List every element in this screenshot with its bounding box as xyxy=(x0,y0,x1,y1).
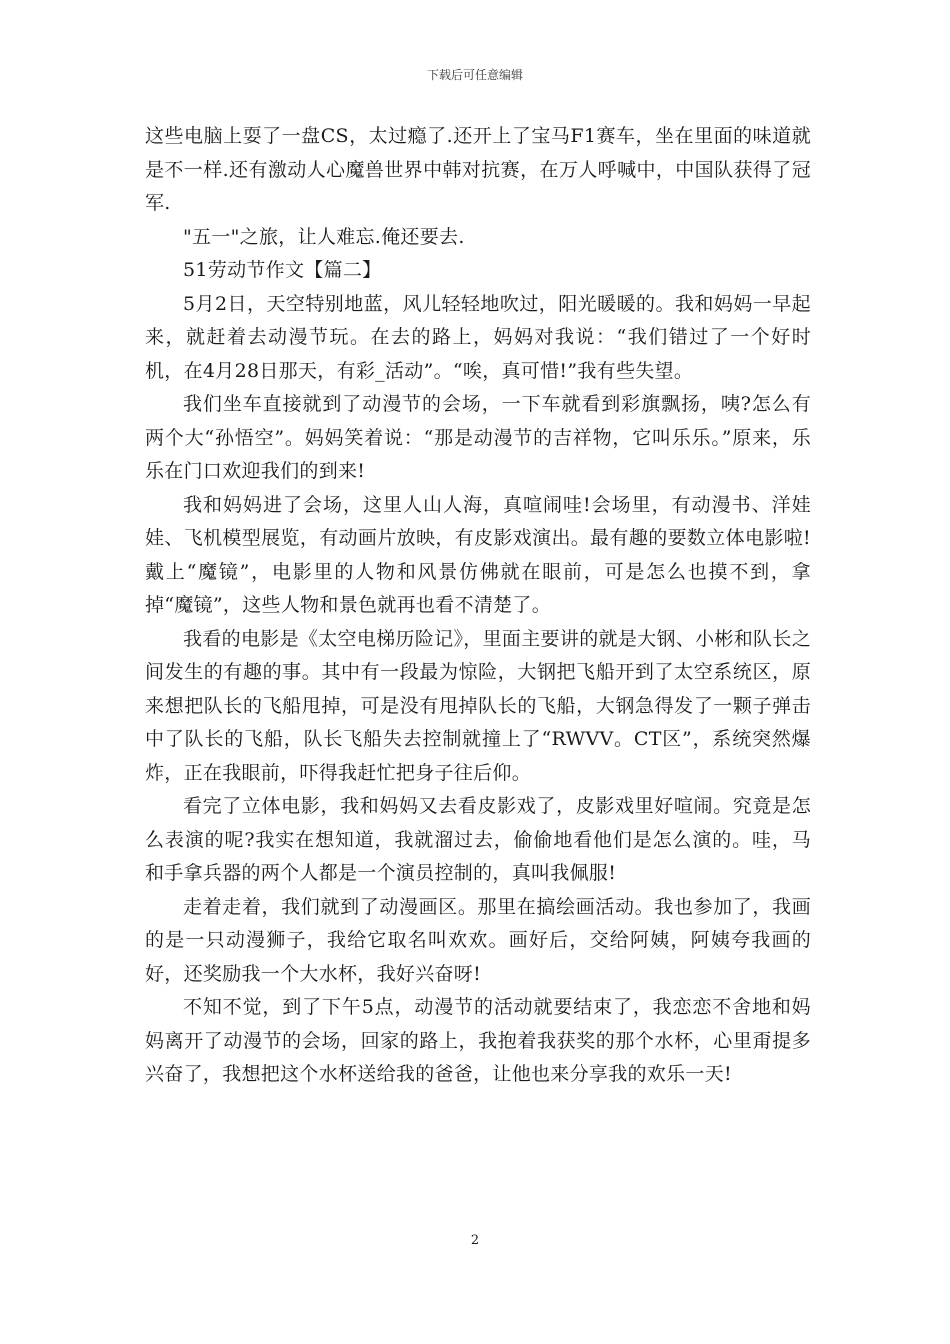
paragraph-10: 不知不觉，到了下午5点，动漫节的活动就要结束了，我恋恋不舍地和妈妈离开了动漫节的会场，回家的路上，我抱着我获奖的那个水杯，心里甭提多兴奋了，我想把这个水杯送给我的爸爸，让他也来分享我的欢乐一天! xyxy=(145,996,811,1085)
paragraph-1: 这些电脑上耍了一盘CS，太过瘾了.还开上了宝马F1赛车，坐在里面的味道就是不一样.还有激动人心魔兽世界中韩对抗赛，在万人呼喊中，中国队获得了冠军. xyxy=(145,125,811,214)
paragraph-6: 我和妈妈进了会场，这里人山人海，真喧闹哇!会场里，有动漫书、洋娃娃、飞机模型展览，有动画片放映，有皮影戏演出。最有趣的要数立体电影啦!戴上“魔镜”，电影里的人物和风景仿佛就在眼前，可是怎么也摸不到，拿掉“魔镜”，这些人物和景色就再也看不清楚了。 xyxy=(145,493,811,616)
page-number: 2 xyxy=(470,1233,480,1248)
page-header: 下载后可任意编辑 xyxy=(426,68,523,82)
paragraph-2: "五一"之旅，让人难忘.俺还要去. xyxy=(183,225,465,248)
document-body xyxy=(145,120,811,1092)
paragraph-9: 走着走着，我们就到了动漫画区。那里在搞绘画活动。我也参加了，我画的是一只动漫狮子，我给它取名叫欢欢。画好后，交给阿姨，阿姨夸我画的好，还奖励我一个大水杯，我好兴奋呀! xyxy=(145,895,811,985)
paragraph-8: 看完了立体电影，我和妈妈又去看皮影戏了，皮影戏里好喧闹。究竟是怎么表演的呢?我实在想知道，我就溜过去，偷偷地看他们是怎么演的。哇，马和手拿兵器的两个人都是一个演员控制的，真叫我佩服! xyxy=(145,795,811,884)
paragraph-7: 我看的电影是《太空电梯历险记》，里面主要讲的就是大钢、小彬和队长之间发生的有趣的事。其中有一段最为惊险，大钢把飞船开到了太空系统区，原来想把队长的飞船甩掉，可是没有甩掉队长的飞船，大钢急得发了一颗子弹击中了队长的飞船，队长飞船失去控制就撞上了“RWVV。CT区”，系统突然爆炸，正在我眼前，吓得我赶忙把身子往后仰。 xyxy=(145,627,811,784)
paragraph-4: 5月2日，天空特别地蓝，风儿轻轻地吹过，阳光暖暖的。我和妈妈一早起来，就赶着去动漫节玩。在去的路上，妈妈对我说：“我们错过了一个好时机，在4月28日那天，有彩_活动”。“唉，真可惜!”我有些失望。 xyxy=(145,292,811,382)
paragraph-5: 我们坐车直接就到了动漫节的会场，一下车就看到彩旗飘扬，咦?怎么有两个大“孙悟空”。妈妈笑着说：“那是动漫节的吉祥物，它叫乐乐。”原来，乐乐在门口欢迎我们的到来! xyxy=(145,393,811,482)
section-heading: 51劳动节作文【篇二】 xyxy=(183,259,382,281)
